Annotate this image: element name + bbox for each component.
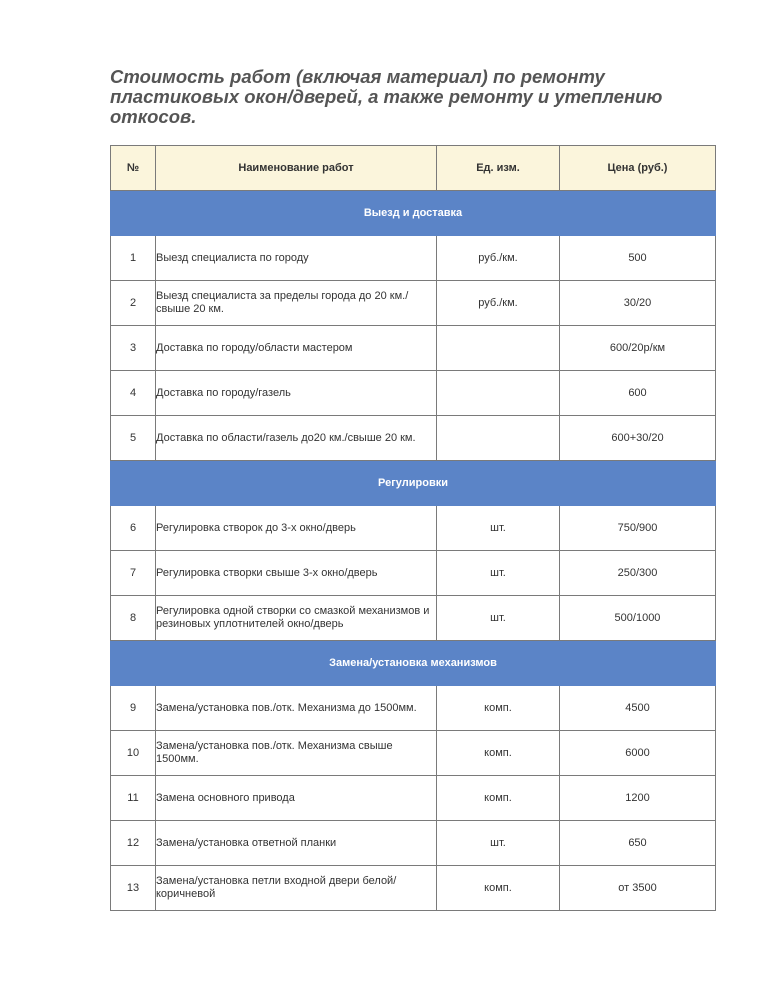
row-number: 10 xyxy=(111,731,156,776)
row-unit: шт. xyxy=(437,506,560,551)
section-title: Замена/установка механизмов xyxy=(111,641,716,686)
row-unit: комп. xyxy=(437,686,560,731)
table-row xyxy=(111,506,716,551)
row-number: 8 xyxy=(111,596,156,641)
row-number: 7 xyxy=(111,551,156,596)
row-price: 250/300 xyxy=(560,551,716,596)
table-header-row xyxy=(111,146,716,191)
row-unit: комп. xyxy=(437,866,560,911)
table-row xyxy=(111,281,716,326)
row-number: 12 xyxy=(111,821,156,866)
section-row xyxy=(111,641,716,686)
row-number: 1 xyxy=(111,236,156,281)
header-unit: Ед. изм. xyxy=(437,146,560,191)
row-price: 4500 xyxy=(560,686,716,731)
header-work-name: Наименование работ xyxy=(156,146,437,191)
row-work-name: Замена/установка петли входной двери белой/коричневой xyxy=(156,866,437,911)
row-number: 9 xyxy=(111,686,156,731)
row-unit: шт. xyxy=(437,596,560,641)
row-work-name: Замена/установка пов./отк. Механизма свыше 1500мм. xyxy=(156,731,437,776)
row-work-name: Замена основного привода xyxy=(156,776,437,821)
row-work-name: Доставка по области/газель до20 км./свыше 20 км. xyxy=(156,416,437,461)
table-row xyxy=(111,551,716,596)
row-unit: шт. xyxy=(437,821,560,866)
row-unit xyxy=(437,371,560,416)
row-number: 5 xyxy=(111,416,156,461)
row-number: 13 xyxy=(111,866,156,911)
table-row xyxy=(111,416,716,461)
row-work-name: Выезд специалиста по городу xyxy=(156,236,437,281)
table-row xyxy=(111,821,716,866)
row-unit: шт. xyxy=(437,551,560,596)
row-unit: комп. xyxy=(437,731,560,776)
row-price: 600+30/20 xyxy=(560,416,716,461)
row-number: 3 xyxy=(111,326,156,371)
document-title: Стоимость работ (включая материал) по ремонту пластиковых окон/дверей, а также ремонту и утеплению откосов. xyxy=(110,66,663,127)
row-price: 500 xyxy=(560,236,716,281)
row-price: 30/20 xyxy=(560,281,716,326)
row-work-name: Выезд специалиста за пределы города до 20 км./свыше 20 км. xyxy=(156,281,437,326)
table-row xyxy=(111,776,716,821)
row-unit xyxy=(437,416,560,461)
section-row xyxy=(111,191,716,236)
row-work-name: Регулировка створок до 3-х окно/дверь xyxy=(156,506,437,551)
row-work-name: Замена/установка ответной планки xyxy=(156,821,437,866)
header-price: Цена (руб.) xyxy=(560,146,716,191)
section-title: Выезд и доставка xyxy=(111,191,716,236)
price-table xyxy=(110,145,716,911)
table-row xyxy=(111,236,716,281)
row-work-name: Замена/установка пов./отк. Механизма до 1500мм. xyxy=(156,686,437,731)
table-row xyxy=(111,371,716,416)
header-number: № xyxy=(111,146,156,191)
row-price: 600 xyxy=(560,371,716,416)
row-number: 4 xyxy=(111,371,156,416)
row-price: 1200 xyxy=(560,776,716,821)
row-work-name: Регулировка створки свыше 3-х окно/дверь xyxy=(156,551,437,596)
row-work-name: Доставка по городу/области мастером xyxy=(156,326,437,371)
row-price: 750/900 xyxy=(560,506,716,551)
row-unit: комп. xyxy=(437,776,560,821)
row-price: 650 xyxy=(560,821,716,866)
row-number: 2 xyxy=(111,281,156,326)
row-price: от 3500 xyxy=(560,866,716,911)
section-row xyxy=(111,461,716,506)
row-work-name: Регулировка одной створки со смазкой механизмов и резиновых уплотнителей окно/дверь xyxy=(156,596,437,641)
table-row xyxy=(111,866,716,911)
section-title: Регулировки xyxy=(111,461,716,506)
row-price: 600/20р/км xyxy=(560,326,716,371)
row-price: 500/1000 xyxy=(560,596,716,641)
table-row xyxy=(111,596,716,641)
row-unit: руб./км. xyxy=(437,281,560,326)
row-unit xyxy=(437,326,560,371)
row-unit: руб./км. xyxy=(437,236,560,281)
row-work-name: Доставка по городу/газель xyxy=(156,371,437,416)
row-number: 11 xyxy=(111,776,156,821)
row-price: 6000 xyxy=(560,731,716,776)
table-row xyxy=(111,686,716,731)
row-number: 6 xyxy=(111,506,156,551)
table-row xyxy=(111,326,716,371)
table-row xyxy=(111,731,716,776)
